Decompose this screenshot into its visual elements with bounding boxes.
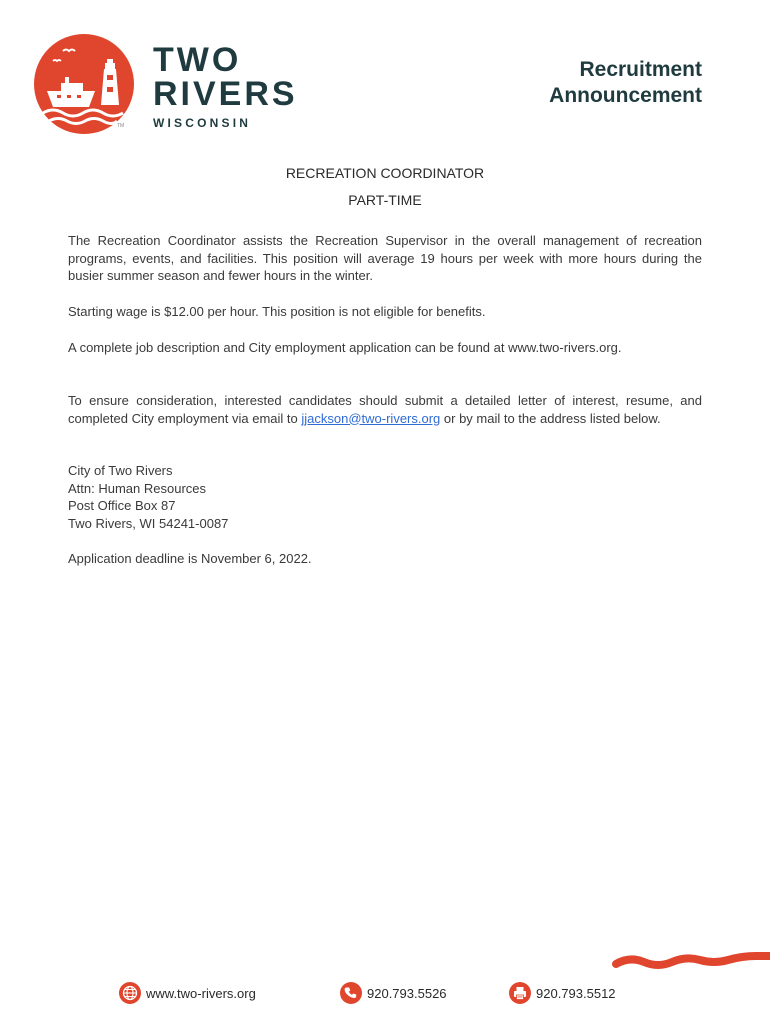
footer-fax[interactable] — [509, 982, 616, 1004]
footer-phone[interactable] — [340, 982, 447, 1004]
job-type: PART-TIME — [348, 192, 422, 208]
deadline-paragraph: Application deadline is November 6, 2022. — [68, 551, 312, 566]
phone-icon — [340, 982, 362, 1004]
address-line: Post Office Box 87 — [68, 498, 176, 513]
submission-text-before: To ensure consideration, interested candidates should submit a detailed letter of interest, resume, and completed City employment via email to — [68, 393, 702, 426]
lighthouse-ship-logo-icon — [33, 33, 135, 135]
document-title-line1: Recruitment — [579, 58, 702, 81]
address-line: City of Two Rivers — [68, 463, 173, 478]
decorative-wave-icon — [612, 948, 770, 974]
logo-line-rivers: RIVERS — [153, 75, 298, 113]
footer-website-text: www.two-rivers.org — [146, 985, 256, 1001]
address-line: Attn: Human Resources — [68, 480, 207, 496]
footer-phone-text: 920.793.5526 — [367, 985, 447, 1001]
globe-icon — [119, 982, 141, 1004]
document-title — [549, 57, 702, 109]
trademark-mark: TM — [117, 123, 125, 129]
submission-text-after: or by mail to the address listed below. — [440, 410, 661, 426]
wage-paragraph: Starting wage is $12.00 per hour. This position is not eligible for benefits. — [68, 304, 486, 319]
footer-website[interactable] — [119, 982, 256, 1004]
city-logo — [33, 33, 298, 139]
logo-line-two: TWO — [153, 41, 242, 79]
logo-wordmark — [153, 43, 298, 131]
mailing-address — [68, 462, 702, 532]
fax-icon — [509, 982, 531, 1004]
footer-fax-text: 920.793.5512 — [536, 985, 616, 1001]
application-info-paragraph: A complete job description and City employment application can be found at www.two-rivers.org. — [68, 340, 622, 355]
job-summary-paragraph: The Recreation Coordinator assists the Recreation Supervisor in the overall management of recreation programs, events, and facilities. This position will average 19 hours per week with more hours during the busier summer season and fewer hours in the winter. — [68, 233, 702, 283]
logo-line-wisconsin: WISCONSIN — [153, 116, 252, 130]
job-title: RECREATION COORDINATOR — [285, 165, 485, 181]
email-link[interactable]: jjackson@two-rivers.org — [301, 410, 441, 426]
submission-paragraph — [68, 392, 702, 427]
document-title-line2: Announcement — [549, 84, 702, 107]
address-line: Two Rivers, WI 54241-0087 — [68, 515, 229, 531]
